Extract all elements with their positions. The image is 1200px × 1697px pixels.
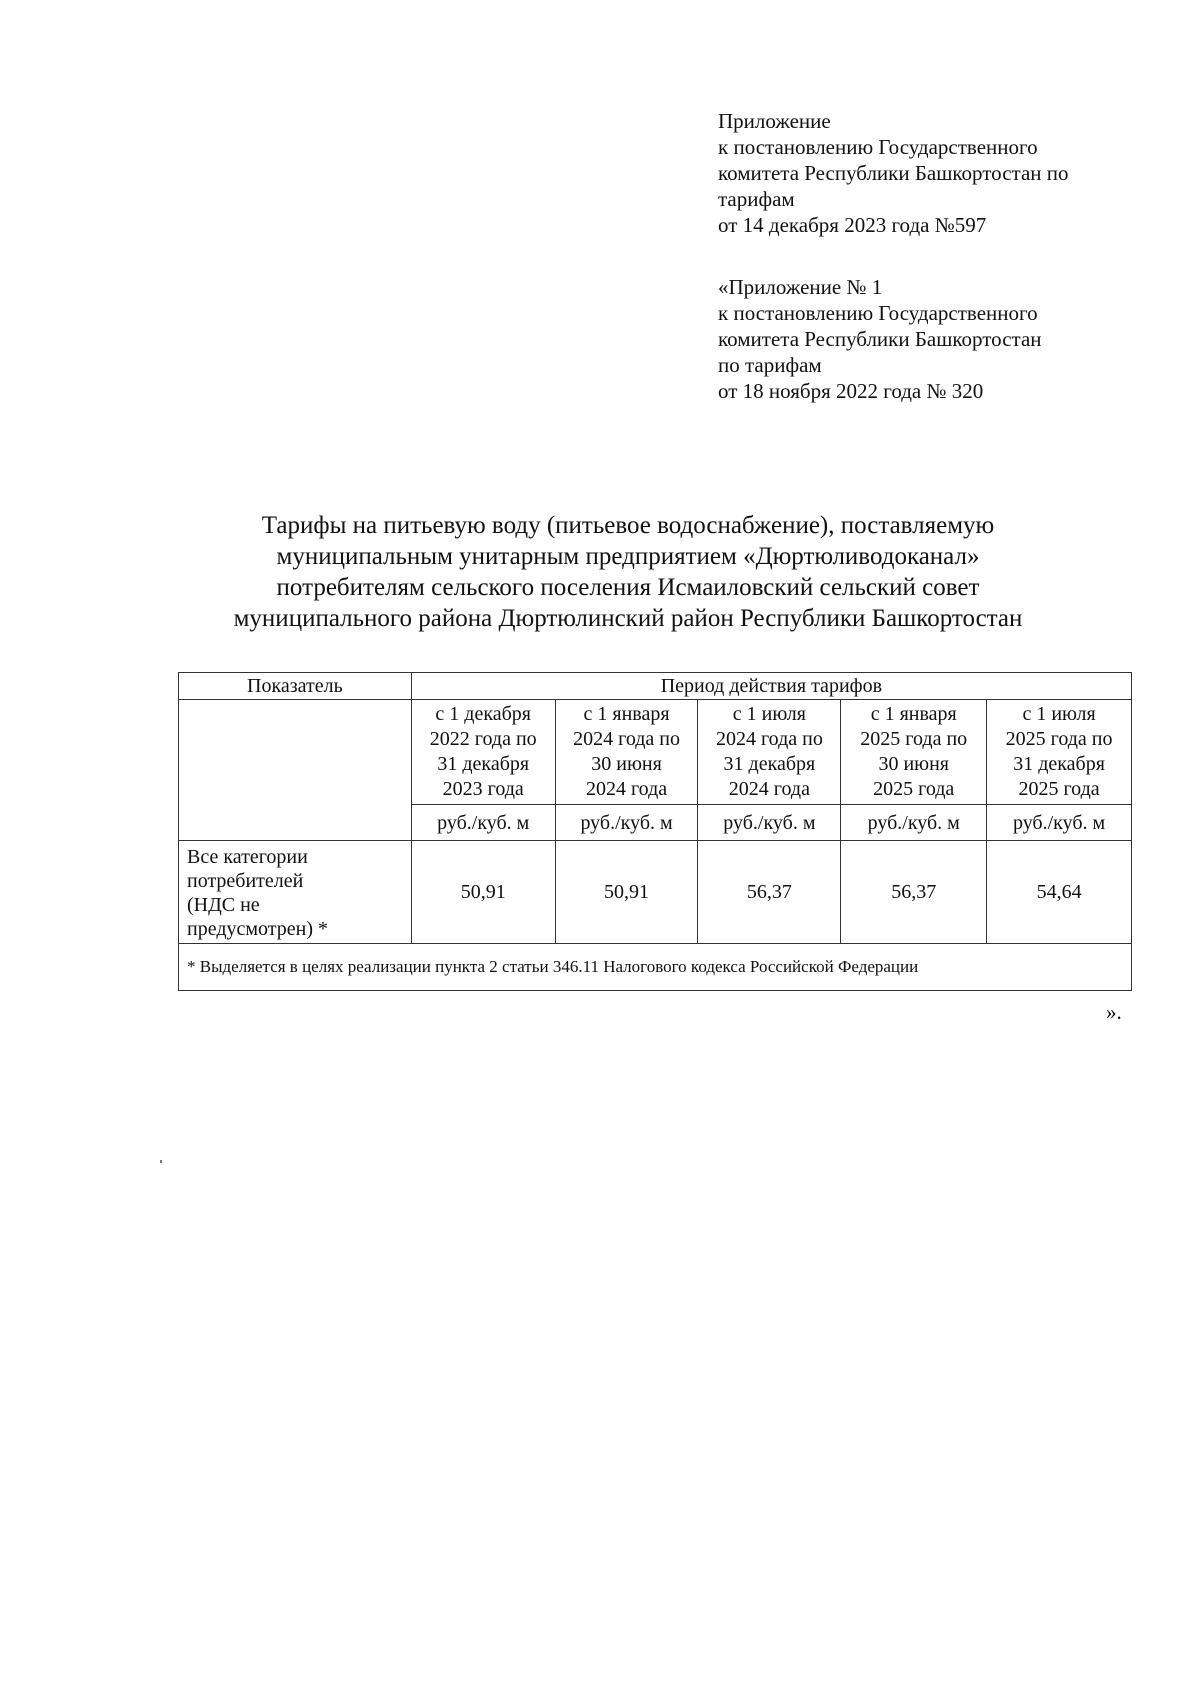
header-indicator: Показатель bbox=[179, 673, 412, 700]
appendix-original-line: от 18 ноября 2022 года № 320 bbox=[718, 379, 984, 403]
footnote: * Выделяется в целях реализации пункта 2 статьи 346.11 Налогового кодекса Российской Федерации bbox=[179, 944, 1132, 991]
title-line: муниципальным унитарным предприятием «Дюртюливодоканал» bbox=[276, 543, 980, 570]
period-cell bbox=[555, 700, 698, 805]
table-header-row bbox=[179, 673, 1132, 700]
row-label bbox=[179, 841, 412, 944]
period-line: с 1 января bbox=[870, 703, 957, 725]
row-label-line: Все категории bbox=[187, 846, 308, 868]
period-line: 2022 года по bbox=[429, 728, 537, 750]
period-line: с 1 января bbox=[583, 703, 670, 725]
period-line: 2024 года по bbox=[573, 728, 680, 750]
period-line: с 1 июля bbox=[1022, 703, 1096, 725]
row-label-line: потребителей bbox=[187, 870, 304, 892]
period-line: 30 июня bbox=[591, 753, 662, 775]
tariff-value: 50,91 bbox=[411, 841, 555, 944]
period-line: 2025 года bbox=[873, 778, 955, 800]
period-line: 2025 года по bbox=[860, 728, 968, 750]
row-label-line: (НДС не bbox=[187, 894, 260, 916]
period-line: 31 декабря bbox=[723, 753, 816, 775]
appendix-header-line: к постановлению Государственного bbox=[718, 135, 1038, 159]
period-line: 2024 года по bbox=[715, 728, 823, 750]
appendix-original-line: по тарифам bbox=[718, 353, 822, 377]
period-cell bbox=[411, 700, 555, 805]
tariff-value: 50,91 bbox=[555, 841, 698, 944]
title-line: потребителям сельского поселения Исмаиловский сельский совет bbox=[276, 574, 980, 601]
appendix-original bbox=[718, 274, 1042, 404]
period-cell bbox=[698, 700, 841, 805]
period-line: 2024 года bbox=[728, 778, 810, 800]
unit-cell: руб./куб. м bbox=[411, 805, 555, 841]
appendix-header bbox=[718, 108, 1069, 238]
period-line: 30 июня bbox=[878, 753, 949, 775]
period-line: 2025 года bbox=[1018, 778, 1100, 800]
closing-quote: ». bbox=[1106, 1000, 1122, 1024]
footnote-row bbox=[179, 944, 1132, 991]
table-row bbox=[179, 841, 1132, 944]
tariff-value: 56,37 bbox=[698, 841, 841, 944]
header-period: Период действия тарифов bbox=[411, 673, 1131, 700]
appendix-header-line: комитета Республики Башкортостан по bbox=[718, 161, 1069, 185]
appendix-header-line: от 14 декабря 2023 года №597 bbox=[718, 213, 987, 237]
period-cell bbox=[987, 700, 1132, 805]
period-line: 31 декабря bbox=[1013, 753, 1105, 775]
unit-cell: руб./куб. м bbox=[987, 805, 1132, 841]
appendix-original-line: «Приложение № 1 bbox=[718, 275, 883, 299]
period-line: 2025 года по bbox=[1005, 728, 1113, 750]
period-line: с 1 июля bbox=[732, 703, 806, 725]
tariff-table bbox=[178, 672, 1132, 991]
period-line: 31 декабря bbox=[437, 753, 530, 775]
appendix-original-line: к постановлению Государственного bbox=[718, 301, 1038, 325]
row-label-line: предусмотрен) * bbox=[187, 918, 328, 940]
document-title bbox=[150, 510, 1106, 634]
tariff-value: 54,64 bbox=[987, 841, 1132, 944]
title-line: Тарифы на питьевую воду (питьевое водоснабжение), поставляемую bbox=[261, 512, 995, 539]
tariff-value: 56,37 bbox=[841, 841, 987, 944]
unit-cell: руб./куб. м bbox=[555, 805, 698, 841]
period-cell bbox=[841, 700, 987, 805]
period-row bbox=[179, 700, 1132, 805]
appendix-header-line: Приложение bbox=[718, 109, 831, 133]
empty-cell bbox=[179, 700, 412, 841]
period-line: с 1 декабря bbox=[435, 703, 532, 725]
scan-speck bbox=[160, 1160, 162, 1163]
period-line: 2024 года bbox=[585, 778, 668, 800]
unit-cell: руб./куб. м bbox=[698, 805, 841, 841]
unit-cell: руб./куб. м bbox=[841, 805, 987, 841]
appendix-header-line: тарифам bbox=[718, 187, 795, 211]
appendix-original-line: комитета Республики Башкортостан bbox=[718, 327, 1042, 351]
period-line: 2023 года bbox=[442, 778, 524, 800]
title-line: муниципального района Дюртюлинский район Республики Башкортостан bbox=[233, 605, 1023, 632]
